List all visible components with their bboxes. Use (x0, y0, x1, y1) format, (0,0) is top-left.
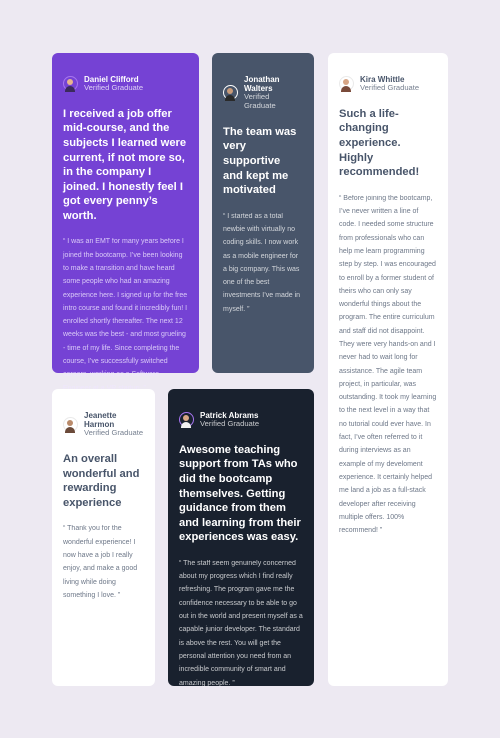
testimonial-quote: “ Thank you for the wonderful experience! I now have a job I really enjoy, and make a good living while doing something I love. ” (63, 525, 138, 599)
testimonial-header (63, 75, 188, 93)
author-role: Verified Graduate (360, 83, 420, 93)
testimonial-header (223, 75, 303, 111)
testimonial-quote: “ I was an EMT for many years before I joined the bootcamp. I’ve been looking to make a transition and have heard some people who had an amazing experience here. I signed up for the free intro course and found it incredibly fun! I enrolled shortly thereafter. The next 12 weeks was the best - and most grueling - time of my life. Since completing the course, I’ve successfully switched careers, working as a Software (63, 238, 188, 379)
author-name: Jonathan Walters (244, 75, 280, 94)
testimonial-quote: “ The staff seem genuinely concerned about my progress which I find really refreshing. The program gave me the confidence necessary to be able to go out in the world and present myself as a capable junior developer. The standard is above the rest. You will get the personal attention you need from an incredible community of smart and amazing people. ” (179, 559, 303, 687)
author-role: Verified Graduate (244, 92, 276, 111)
author-name: Patrick Abrams (200, 411, 259, 420)
testimonial-header (179, 411, 303, 429)
testimonial-headline: An overall wonderful and rewarding experience (63, 453, 140, 509)
testimonial-card-daniel (52, 53, 199, 379)
author-role: Verified Graduate (84, 428, 144, 438)
testimonial-card-kira (328, 53, 448, 686)
author-name: Daniel Clifford (84, 75, 139, 84)
author-role: Verified Graduate (200, 419, 260, 429)
avatar-icon (339, 76, 354, 91)
testimonial-header (63, 411, 144, 438)
avatar-icon (179, 412, 194, 427)
testimonial-headline: I received a job offer mid-course, and the subjects I learned were current, if not more so, in the company I joined. I honestly feel I got every penny’s worth. (63, 107, 187, 222)
author-role: Verified Graduate (84, 83, 144, 93)
testimonial-card-jeanette (52, 389, 155, 686)
avatar-icon (63, 76, 78, 91)
testimonial-card-patrick (168, 389, 314, 686)
author-name: Kira Whittle (360, 75, 405, 84)
testimonial-headline: Awesome teaching support from TAs who did the bootcamp themselves. Getting guidance from them and learning from their experiences was easy. (179, 443, 301, 544)
testimonial-quote: “ I started as a total newbie with virtually no coding skills. I now work as a mobile engineer for a big company. This was one of the best investments I’ve made in myself. ” (223, 212, 301, 313)
testimonial-header (339, 75, 437, 93)
avatar-icon (63, 417, 78, 432)
testimonial-quote: “ Before joining the bootcamp, I’ve never written a line of code. I needed some structure from professionals who can help me learn programming step by step. I was encouraged to enroll by a former student of theirs who can only say wonderful things about the program. The entire curriculum and staff did not disappoint. They were very hands-on and I never had to wait long for assistance. The agile team project, in particular, was outstanding. It took my learning to the next level in a way that no tutorial could ever have. In fact, I’ve often referred to it during interviews as an example of my develoment experience. It certainly helped me land a job as a full-stack developer after receiving multiple offers. 100% recommend! ” (339, 194, 437, 535)
avatar-icon (223, 85, 238, 100)
testimonial-card-jonathan (212, 53, 314, 373)
testimonial-headline: Such a life-changing experience. Highly recommended! (339, 107, 420, 179)
author-name: Jeanette Harmon (84, 411, 117, 430)
testimonial-headline: The team was very supportive and kept me motivated (223, 125, 297, 197)
